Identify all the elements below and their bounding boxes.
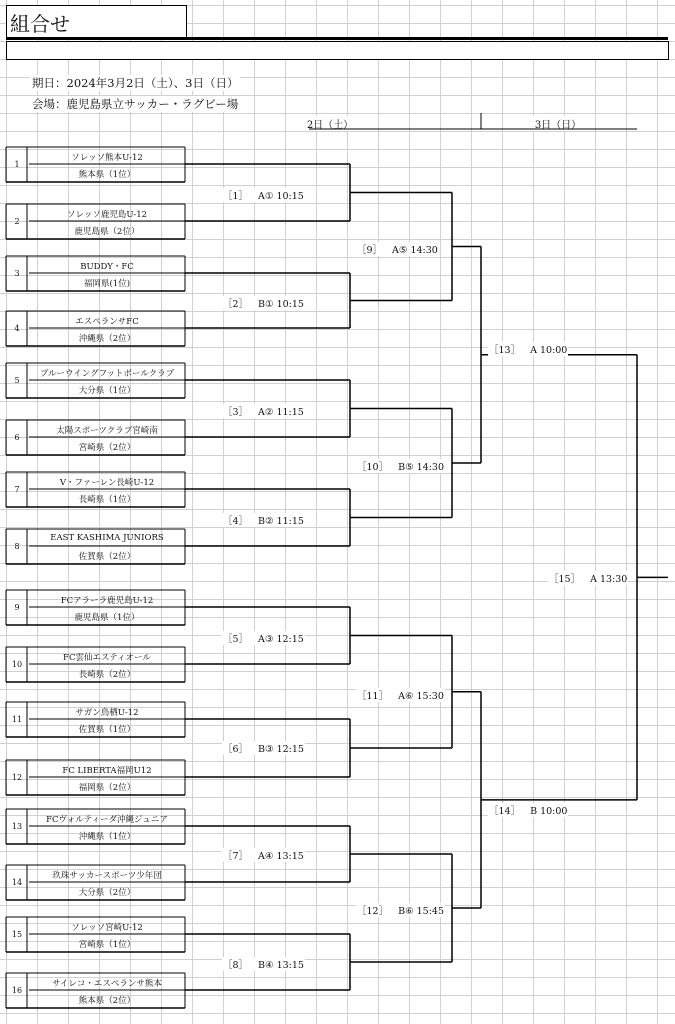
match-slot-time: A⑥ 15:30	[398, 691, 444, 702]
team-prefecture: 大分県（1位）	[78, 386, 136, 396]
match-label	[222, 741, 305, 755]
team-number: 16	[11, 986, 23, 995]
match-label	[488, 342, 568, 356]
team-prefecture: 沖縄県（2位）	[78, 334, 136, 344]
team-number: 14	[11, 878, 23, 887]
team-number: 10	[11, 660, 23, 669]
day2-label: 3日（日）	[528, 116, 588, 131]
team-name: サイレコ・エスペランサ熊本	[52, 979, 162, 989]
team-number: 8	[14, 542, 20, 551]
match-number: ［10］	[357, 462, 389, 473]
match-slot-time: B③ 12:15	[258, 744, 304, 755]
match-slot-time: B⑤ 14:30	[398, 462, 444, 473]
team-prefecture: 沖縄県（1位）	[78, 832, 136, 842]
match-slot-time: A④ 13:15	[258, 851, 304, 862]
team-name: FCアラーラ鹿児島U-12	[60, 596, 154, 606]
team-prefecture: 宮崎県（1位）	[78, 940, 136, 950]
match-slot-time: B 10:00	[530, 806, 568, 817]
match-label	[222, 404, 305, 418]
match-number: ［7］	[223, 851, 249, 862]
team-name: エスペランサFC	[75, 317, 139, 327]
team-number: 12	[11, 773, 23, 782]
team-prefecture: 佐賀県（2位）	[78, 552, 136, 562]
match-slot-time: B④ 13:15	[258, 960, 304, 971]
day1-label: 2日（土）	[300, 116, 360, 131]
team-prefecture: 熊本県（1位）	[78, 170, 136, 180]
match-slot-time: A 13:30	[590, 574, 628, 585]
match-slot-time: B⑥ 15:45	[398, 906, 444, 917]
match-slot-time: A① 10:15	[258, 191, 304, 202]
match-label	[488, 803, 568, 817]
team-name: ソレッソ宮崎U-12	[71, 923, 143, 933]
team-number: 13	[11, 822, 23, 831]
team-name: FC雲仙エスティオール	[63, 653, 151, 663]
team-name: FCヴォルティーダ沖縄ジュニア	[46, 815, 168, 825]
match-slot-time: B① 10:15	[258, 299, 304, 310]
team-name: BUDDY・FC	[80, 262, 134, 272]
team-number: 15	[11, 930, 23, 939]
match-label	[356, 459, 445, 473]
match-slot-time: A③ 12:15	[258, 634, 304, 645]
team-name: ソレッソ鹿児島U-12	[66, 210, 148, 220]
team-prefecture: 福岡県（2位）	[78, 783, 136, 793]
match-label	[222, 513, 305, 527]
team-prefecture: 佐賀県（1位）	[78, 725, 136, 735]
match-number: ［9］	[357, 245, 383, 256]
team-name: FC LIBERTA福岡U12	[62, 766, 152, 776]
team-number: 6	[14, 433, 20, 442]
venue-text: 会場：鹿児島県立サッカー・ラグビー場	[32, 97, 239, 111]
team-name: サガン鳥栖U-12	[75, 708, 139, 718]
match-slot-time: A② 11:15	[258, 407, 304, 418]
match-slot-time: A 10:00	[530, 345, 568, 356]
team-number: 7	[14, 485, 20, 494]
team-name: ソレッソ熊本U-12	[71, 153, 143, 163]
match-label	[356, 688, 445, 702]
match-number: ［1］	[223, 191, 249, 202]
team-prefecture: 長崎県（1位）	[78, 495, 136, 505]
match-label	[356, 242, 439, 256]
match-slot-time: B② 11:15	[258, 516, 304, 527]
team-name: 玖珠サッカースポーツ少年団	[52, 871, 162, 881]
match-number: ［15］	[549, 574, 581, 585]
match-label	[222, 296, 305, 310]
team-name: V・ファーレン長崎U-12	[59, 478, 155, 488]
match-label	[222, 848, 305, 862]
match-number: ［3］	[223, 407, 249, 418]
match-number: ［8］	[223, 960, 249, 971]
match-number: ［6］	[223, 744, 249, 755]
team-name: EAST KASHIMA JUNIORS	[50, 533, 164, 543]
team-number: 1	[14, 160, 20, 169]
team-prefecture: 大分県（2位）	[78, 888, 136, 898]
team-prefecture: 鹿児島県（2位）	[74, 227, 140, 237]
team-prefecture: 宮崎県（2位）	[78, 443, 136, 453]
team-prefecture: 長崎県（2位）	[78, 670, 136, 680]
match-number: ［14］	[489, 806, 521, 817]
match-slot-time: A⑤ 14:30	[392, 245, 438, 256]
match-label	[222, 957, 305, 971]
match-label	[222, 631, 305, 645]
team-name: ブルーウイングフットボールクラブ	[39, 369, 175, 379]
team-number: 5	[14, 376, 20, 385]
team-prefecture: 熊本県（2位）	[78, 996, 136, 1006]
match-label	[222, 188, 305, 202]
match-number: ［5］	[223, 634, 249, 645]
match-label	[356, 903, 445, 917]
page-title: 組合せ	[10, 12, 70, 36]
match-number: ［11］	[357, 691, 389, 702]
team-prefecture: 鹿児島県（1位）	[74, 613, 140, 623]
match-number: ［2］	[223, 299, 249, 310]
team-prefecture: 福岡県(1位)	[83, 279, 131, 289]
team-number: 4	[14, 324, 20, 333]
team-number: 2	[14, 217, 20, 226]
team-number: 11	[11, 715, 23, 724]
match-number: ［4］	[223, 516, 249, 527]
team-name: 太陽スポーツクラブ宮崎南	[56, 426, 158, 436]
match-label	[548, 571, 628, 585]
team-number: 9	[14, 603, 20, 612]
date-text: 期日：2024年3月2日（土）、3日（日）	[32, 76, 239, 90]
team-number: 3	[14, 269, 20, 278]
match-number: ［13］	[489, 345, 521, 356]
match-number: ［12］	[357, 906, 389, 917]
